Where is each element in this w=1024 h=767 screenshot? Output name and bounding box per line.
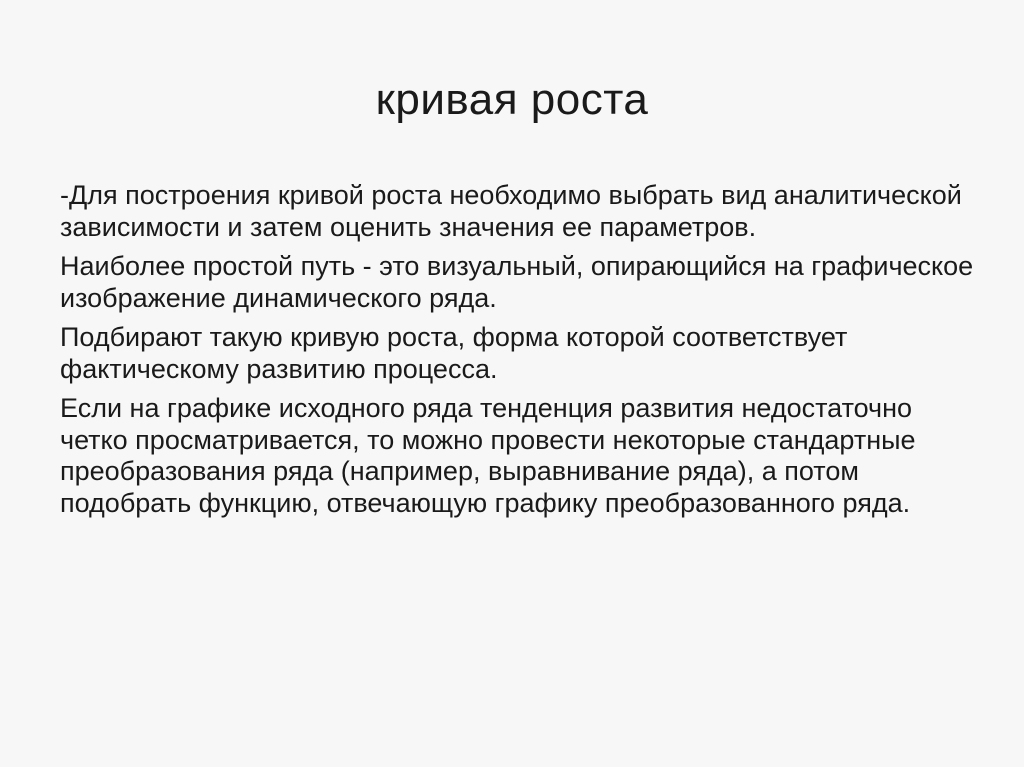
paragraph-4: Если на графике исходного ряда тенденция развития недостаточно четко просматривается, то можно провести некоторые стандартные преобразования ряда (например, выравнивание ряда), а потом подобрать функцию, отвечающую графику преобразованного ряда. — [60, 393, 916, 518]
paragraph-1: -Для построения кривой роста необходимо выбрать вид аналитической зависимости и затем оценить значения ее параметров. — [60, 180, 962, 242]
slide-title: кривая роста — [375, 75, 649, 124]
slide-body — [60, 180, 980, 527]
paragraph-3: Подбирают такую кривую роста, форма которой соответствует фактическому развитию процесса. — [60, 322, 848, 384]
paragraph-2: Наиболее простой путь - это визуальный, опирающийся на графическое изображение динамического ряда. — [60, 251, 974, 313]
